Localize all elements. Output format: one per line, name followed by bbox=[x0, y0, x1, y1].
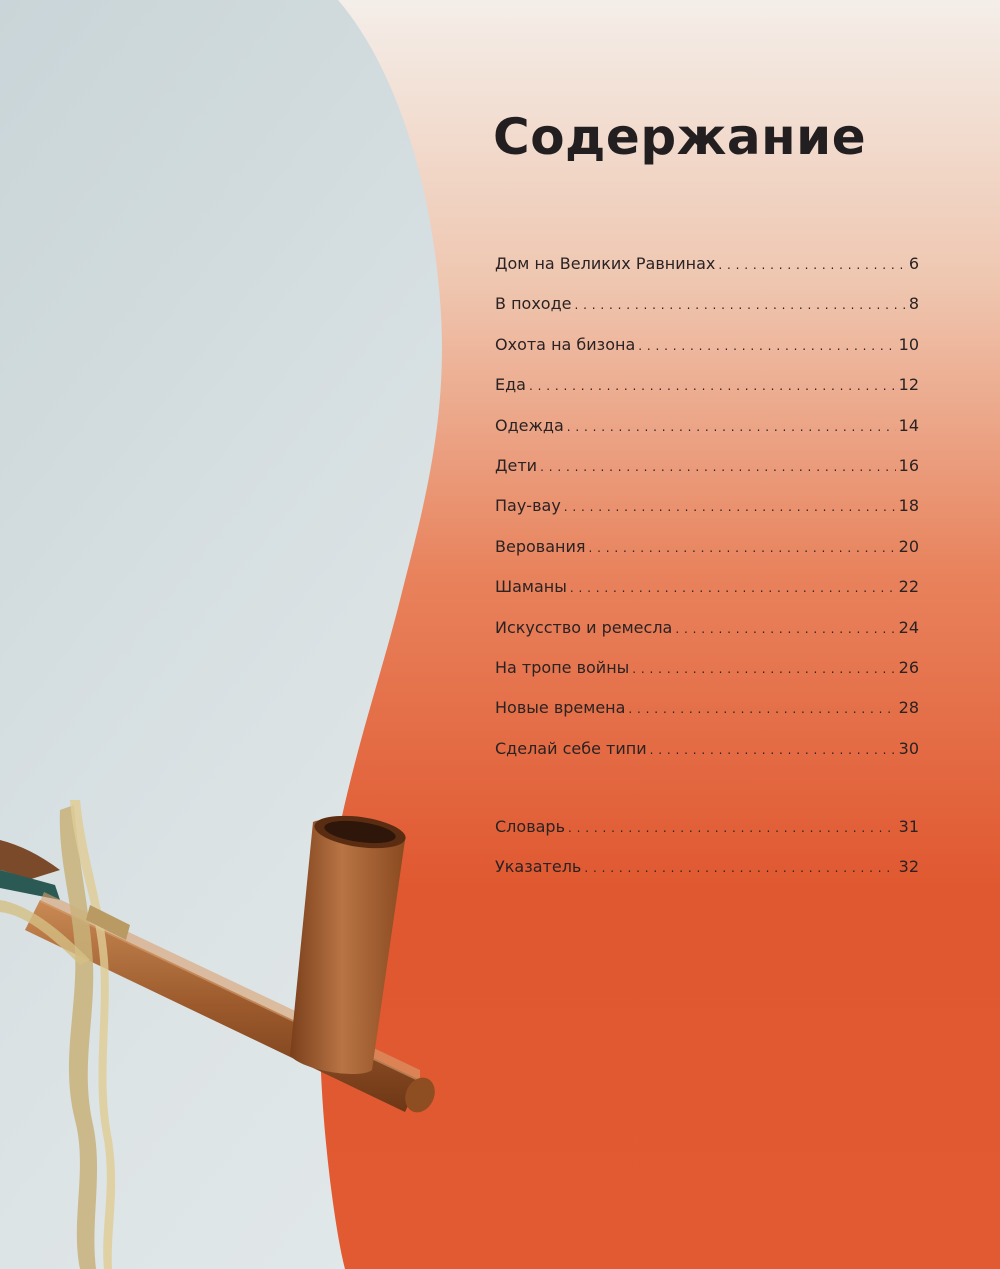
toc-entry-label: Словарь bbox=[495, 817, 566, 836]
dot-leader bbox=[718, 257, 905, 269]
toc-entry-page-number: 32 bbox=[898, 857, 919, 876]
toc-entry[interactable] bbox=[495, 528, 919, 556]
toc-entry-page-number: 26 bbox=[898, 658, 919, 677]
toc-entry-label: Еда bbox=[495, 375, 526, 394]
toc-entry-label: Искусство и ремесла bbox=[495, 618, 673, 637]
toc-entry-page-number: 30 bbox=[898, 739, 919, 758]
dot-leader bbox=[564, 499, 896, 511]
toc-entry-label: Одежда bbox=[495, 416, 564, 435]
toc-entry-label: Новые времена bbox=[495, 698, 626, 717]
toc-entry-label: Указатель bbox=[495, 857, 582, 876]
toc-entry-page-number: 10 bbox=[898, 335, 919, 354]
toc-entry[interactable] bbox=[495, 609, 919, 637]
toc-entry-label: Охота на бизона bbox=[495, 335, 636, 354]
toc-entry-label: Шаманы bbox=[495, 577, 567, 596]
dot-leader bbox=[588, 540, 895, 552]
dot-leader bbox=[529, 378, 896, 390]
toc-entry[interactable] bbox=[495, 447, 919, 475]
toc-entry-label: На тропе войны bbox=[495, 658, 630, 677]
toc-entry-page-number: 14 bbox=[898, 416, 919, 435]
toc-entry-page-number: 22 bbox=[898, 577, 919, 596]
dot-leader bbox=[675, 621, 895, 633]
toc-entry[interactable] bbox=[495, 848, 919, 876]
dot-leader bbox=[574, 297, 905, 309]
dot-leader bbox=[570, 580, 896, 592]
toc-entry-page-number: 28 bbox=[898, 698, 919, 717]
page-title: Содержание bbox=[493, 108, 867, 166]
dot-leader bbox=[638, 338, 895, 350]
dot-leader bbox=[540, 459, 896, 471]
toc-entry[interactable] bbox=[495, 730, 919, 758]
toc-entry[interactable] bbox=[495, 285, 919, 313]
toc-entry-page-number: 8 bbox=[908, 294, 919, 313]
toc-entry[interactable] bbox=[495, 326, 919, 354]
toc-entry-page-number: 20 bbox=[898, 537, 919, 556]
toc-entry-label: Пау-вау bbox=[495, 496, 561, 515]
toc-entry-page-number: 6 bbox=[908, 254, 919, 273]
toc-entry-page-number: 24 bbox=[898, 618, 919, 637]
toc-entry-page-number: 31 bbox=[898, 817, 919, 836]
dot-leader bbox=[567, 419, 896, 431]
toc-entry-label: Дети bbox=[495, 456, 538, 475]
toc-entry-page-number: 12 bbox=[898, 375, 919, 394]
dot-leader bbox=[584, 860, 895, 872]
toc-entry-label: В походе bbox=[495, 294, 572, 313]
toc-entry-label: Сделай себе типи bbox=[495, 739, 647, 758]
toc-entry-label: Дом на Великих Равнинах bbox=[495, 254, 716, 273]
toc-entry[interactable] bbox=[495, 487, 919, 515]
toc-entry-page-number: 16 bbox=[898, 456, 919, 475]
toc-entry[interactable] bbox=[495, 245, 919, 273]
toc-entry-label: Верования bbox=[495, 537, 586, 556]
dot-leader bbox=[632, 661, 895, 673]
toc-entry[interactable] bbox=[495, 568, 919, 596]
toc-entry-page-number: 18 bbox=[898, 496, 919, 515]
toc-entry[interactable] bbox=[495, 808, 919, 836]
toc-entry[interactable] bbox=[495, 366, 919, 394]
toc-entry[interactable] bbox=[495, 407, 919, 435]
dot-leader bbox=[628, 701, 895, 713]
dot-leader bbox=[650, 742, 896, 754]
toc-entry[interactable] bbox=[495, 689, 919, 717]
dot-leader bbox=[568, 820, 896, 832]
toc-entry[interactable] bbox=[495, 649, 919, 677]
